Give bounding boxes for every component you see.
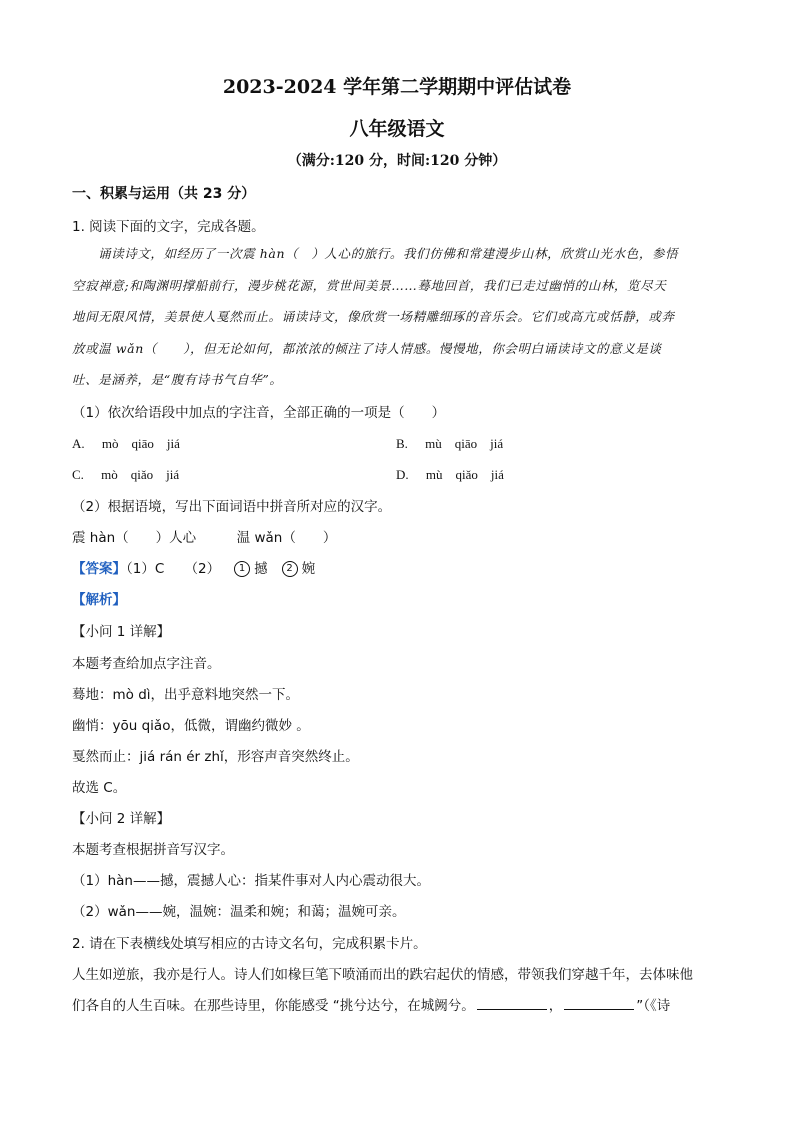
answer-blank[interactable]	[477, 1009, 547, 1010]
detail-1-line: 幽悄：yōu qiǎo，低微，谓幽约微妙 。	[72, 718, 310, 734]
option-c: C. mò qiǎo jiá	[72, 467, 180, 482]
analysis-label: 【解析】	[72, 592, 126, 608]
detail-1-title: 【小问 1 详解】	[72, 624, 171, 640]
answer-part1: （1）C （2）	[126, 561, 221, 577]
detail-1-line: 戛然而止：jiá rán ér zhǐ，形容声音突然终止。	[72, 749, 359, 765]
question-2-line-2: 们各自的人生百味。在那些诗里，你能感受 “挑兮达兮，在城阙兮。 ， ”（《诗	[72, 998, 671, 1014]
detail-1-line: 本题考查给加点字注音。	[72, 656, 221, 672]
passage-line: 诵读诗文，如经历了一次震 hàn（ ）人心的旅行。我们仿佛和常建漫步山林，欣赏山光水色，参悟	[98, 246, 679, 261]
answer-char-1: 撼	[254, 561, 268, 577]
option-b: B. mù qiāo jiá	[396, 436, 504, 451]
question-2-line-1: 人生如逆旅，我亦是行人。诗人们如椽巨笔下喷涌而出的跌宕起伏的情感，带领我们穿越千年，去体味他	[72, 967, 693, 983]
detail-2-line: （2）wǎn——婉，温婉：温柔和婉；和蔼；温婉可亲。	[72, 904, 406, 920]
exam-subtitle: 八年级语文	[349, 118, 445, 140]
passage-line: 空寂禅意;和陶渊明撑船前行，漫步桃花源，赏世间美景……蓦地回首，我们已走过幽悄的山林，览尽天	[72, 277, 667, 293]
detail-2-title: 【小问 2 详解】	[72, 811, 171, 827]
detail-1-line: 故选 C。	[72, 780, 127, 796]
answer-line	[72, 557, 315, 577]
question-1-passage	[72, 238, 722, 396]
circled-number-2: 2	[282, 561, 298, 577]
subquestion-2: （2）根据语境，写出下面词语中拼音所对应的汉字。	[72, 499, 392, 515]
exam-info: （满分:120 分，时间:120 分钟）	[287, 153, 507, 169]
passage-line: 地间无限风情，美景使人戛然而止。诵读诗文，像欣赏一场精雕细琢的音乐会。它们或高亢或恬静，或奔	[72, 309, 675, 324]
detail-1-line: 蓦地：mò dì，出乎意料地突然一下。	[72, 687, 300, 703]
detail-2-line: 本题考查根据拼音写汉字。	[72, 842, 234, 858]
passage-line: 吐、是涵养，是“腹有诗书气自华”。	[72, 372, 283, 387]
section-heading: 一、积累与运用（共 23 分）	[72, 186, 256, 202]
detail-2-line: （1）hàn——撼，震撼人心：指某件事对人内心震动很大。	[72, 873, 430, 889]
question-2-stem: 2. 请在下表横线处填写相应的古诗文名句，完成积累卡片。	[72, 936, 427, 952]
fill-blank-line: 震 hàn（ ）人心 温 wǎn（ ）	[72, 530, 337, 546]
answer-label: 【答案】	[72, 561, 126, 577]
option-a: A. mò qiāo jiá	[72, 436, 180, 451]
circled-number-1: 1	[234, 561, 250, 577]
answer-char-2: 婉	[301, 561, 316, 577]
option-d: D. mù qiǎo jiá	[396, 467, 504, 482]
subquestion-1: （1）依次给语段中加点的字注音，全部正确的一项是（ ）	[72, 405, 446, 421]
question-1-stem: 1. 阅读下面的文字，完成各题。	[72, 219, 265, 235]
passage-line: 放或温 wǎn（ ），但无论如何，都浓浓的倾注了诗人情感。慢慢地，你会明白诵读诗文的意义是谈	[72, 340, 662, 356]
answer-blank[interactable]	[564, 1009, 634, 1010]
exam-title: 2023-2024 学年第二学期期中评估试卷	[222, 76, 572, 98]
